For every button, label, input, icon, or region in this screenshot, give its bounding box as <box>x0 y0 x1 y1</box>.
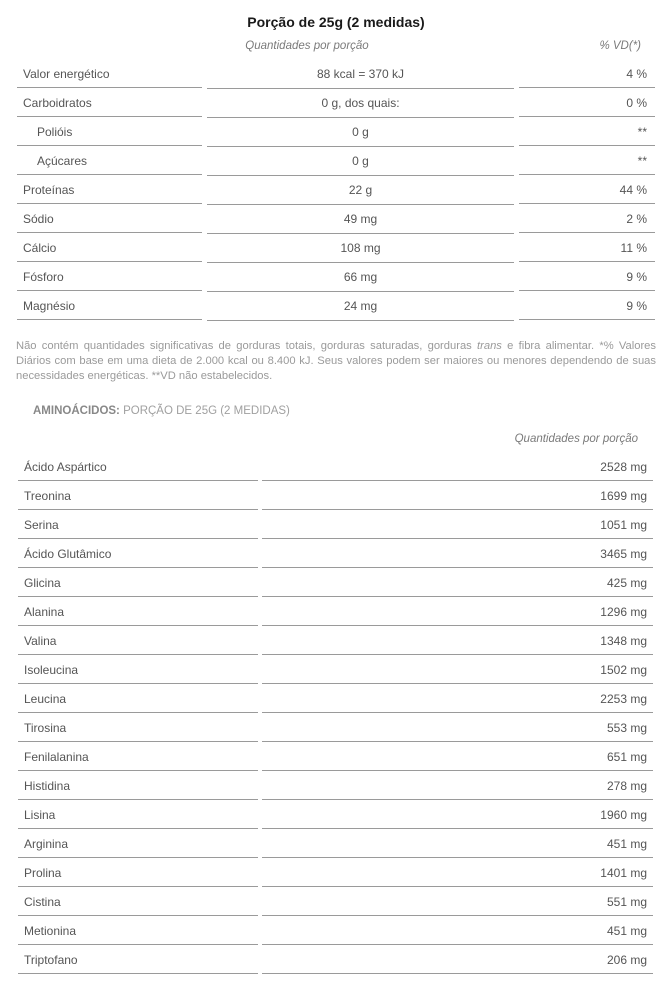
amino-header-quantity: Quantidades por porção <box>514 433 638 445</box>
amino-row <box>18 685 653 714</box>
nutrition-row <box>17 89 655 118</box>
nutrient-daily-value: 11 % <box>519 234 655 262</box>
nutrient-quantity: 0 g, dos quais: <box>207 89 514 118</box>
nutrient-daily-value: 9 % <box>519 292 655 320</box>
footnote-italic: trans <box>477 340 502 352</box>
amino-row <box>18 917 653 946</box>
amino-quantity: 2528 mg <box>262 453 653 481</box>
amino-table <box>18 453 653 975</box>
amino-row <box>18 859 653 888</box>
amino-name: Prolina <box>18 859 258 887</box>
amino-quantity: 1401 mg <box>262 859 653 887</box>
footnote-text: e fibra alimentar. *% Valores Diários com base em uma dieta de 2.000 kcal ou 8.400 kJ. Seus valores podem ser maiores ou menores dependendo de suas necessidades energéticas. **VD não estabelecidos. <box>16 340 656 382</box>
amino-row <box>18 946 653 975</box>
nutrient-quantity: 88 kcal = 370 kJ <box>207 60 514 89</box>
amino-row <box>18 656 653 685</box>
amino-name: Alanina <box>18 598 258 626</box>
nutrient-quantity: 66 mg <box>207 263 514 292</box>
nutrient-name: Carboidratos <box>17 89 202 117</box>
nutrient-quantity: 108 mg <box>207 234 514 263</box>
nutrient-daily-value: 0 % <box>519 89 655 117</box>
amino-row <box>18 569 653 598</box>
amino-quantity: 1296 mg <box>262 598 653 626</box>
amino-title-rest: PORÇÃO DE 25G (2 MEDIDAS) <box>119 405 290 417</box>
nutrient-name: Magnésio <box>17 292 202 320</box>
nutrient-daily-value: ** <box>519 147 655 175</box>
amino-row <box>18 714 653 743</box>
nutrient-daily-value: 44 % <box>519 176 655 204</box>
amino-quantity: 425 mg <box>262 569 653 597</box>
amino-quantity: 1960 mg <box>262 801 653 829</box>
amino-row <box>18 482 653 511</box>
amino-quantity: 451 mg <box>262 917 653 945</box>
amino-title-bold: AMINOÁCIDOS: <box>33 405 120 417</box>
nutrition-row <box>17 176 655 205</box>
amino-section-title <box>33 405 290 417</box>
nutrient-quantity: 0 g <box>207 118 514 147</box>
header-quantity: Quantidades por porção <box>245 40 369 52</box>
nutrient-name: Sódio <box>17 205 202 233</box>
amino-name: Valina <box>18 627 258 655</box>
amino-name: Cistina <box>18 888 258 916</box>
amino-name: Isoleucina <box>18 656 258 684</box>
amino-row <box>18 888 653 917</box>
amino-row <box>18 453 653 482</box>
amino-row <box>18 511 653 540</box>
amino-row <box>18 801 653 830</box>
nutrition-row <box>17 118 655 147</box>
amino-row <box>18 743 653 772</box>
amino-row <box>18 830 653 859</box>
nutrient-daily-value: 4 % <box>519 60 655 88</box>
nutrient-name: Polióis <box>17 118 202 146</box>
serving-title: Porção de 25g (2 medidas) <box>247 14 425 30</box>
amino-quantity: 651 mg <box>262 743 653 771</box>
amino-name: Ácido Glutâmico <box>18 540 258 568</box>
amino-name: Glicina <box>18 569 258 597</box>
nutrient-name: Fósforo <box>17 263 202 291</box>
nutrition-row <box>17 234 655 263</box>
amino-name: Metionina <box>18 917 258 945</box>
nutrient-name: Açúcares <box>17 147 202 175</box>
amino-row <box>18 772 653 801</box>
nutrition-footnote <box>16 339 656 384</box>
amino-quantity: 3465 mg <box>262 540 653 568</box>
amino-name: Triptofano <box>18 946 258 974</box>
nutrient-quantity: 49 mg <box>207 205 514 234</box>
amino-quantity: 1051 mg <box>262 511 653 539</box>
amino-name: Fenilalanina <box>18 743 258 771</box>
nutrition-table-header <box>17 40 655 56</box>
nutrition-row <box>17 60 655 89</box>
nutrition-table <box>17 60 655 321</box>
amino-name: Tirosina <box>18 714 258 742</box>
amino-quantity: 278 mg <box>262 772 653 800</box>
amino-row <box>18 598 653 627</box>
amino-row <box>18 627 653 656</box>
amino-name: Arginina <box>18 830 258 858</box>
nutrient-quantity: 22 g <box>207 176 514 205</box>
amino-name: Ácido Aspártico <box>18 453 258 481</box>
amino-name: Lisina <box>18 801 258 829</box>
amino-quantity: 451 mg <box>262 830 653 858</box>
nutrient-daily-value: ** <box>519 118 655 146</box>
header-daily-value: % VD(*) <box>599 40 641 52</box>
nutrient-name: Cálcio <box>17 234 202 262</box>
amino-quantity: 2253 mg <box>262 685 653 713</box>
amino-quantity: 553 mg <box>262 714 653 742</box>
amino-quantity: 1699 mg <box>262 482 653 510</box>
nutrient-daily-value: 2 % <box>519 205 655 233</box>
nutrient-name: Valor energético <box>17 60 202 88</box>
nutrient-daily-value: 9 % <box>519 263 655 291</box>
amino-name: Leucina <box>18 685 258 713</box>
nutrient-quantity: 0 g <box>207 147 514 176</box>
amino-name: Serina <box>18 511 258 539</box>
amino-quantity: 551 mg <box>262 888 653 916</box>
amino-name: Treonina <box>18 482 258 510</box>
nutrient-quantity: 24 mg <box>207 292 514 321</box>
amino-quantity: 1348 mg <box>262 627 653 655</box>
nutrition-row <box>17 205 655 234</box>
footnote-text: Não contém quantidades significativas de gorduras totais, gorduras saturadas, gorduras <box>16 340 478 352</box>
nutrient-name: Proteínas <box>17 176 202 204</box>
nutrition-row <box>17 147 655 176</box>
amino-row <box>18 540 653 569</box>
amino-quantity: 1502 mg <box>262 656 653 684</box>
nutrition-row <box>17 292 655 321</box>
amino-quantity: 206 mg <box>262 946 653 974</box>
nutrition-row <box>17 263 655 292</box>
amino-name: Histidina <box>18 772 258 800</box>
